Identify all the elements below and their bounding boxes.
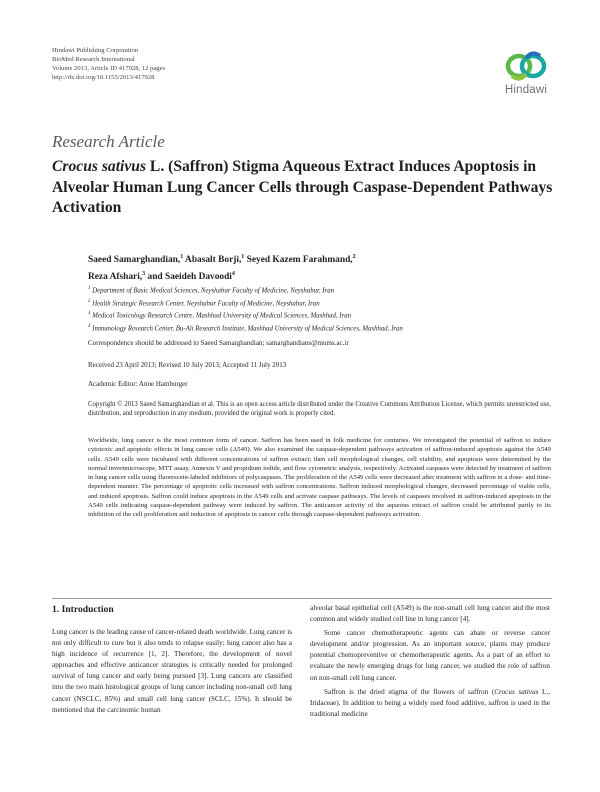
affiliation-text: Immunology Research Center, Bu-Ali Research Institute, Mashhad University of Medical Sciences, Mashhad, Iran [90, 324, 403, 332]
copyright-notice: Copyright © 2013 Saeed Samarghandian et al. This is an open access article distributed under the Creative Commons Attribution License, which permits unrestricted use, distribution, and reproduction in any medium, provided the original work is properly cited. [88, 401, 551, 418]
paragraph-text: Saffron is the dried stigma of the flowers of saffron ( [324, 687, 495, 696]
article-type: Research Article [52, 132, 165, 151]
journal-name: BioMed Research International [52, 56, 135, 63]
doi-link[interactable]: http://dx.doi.org/10.1155/2013/417928 [52, 74, 155, 81]
abstract: Worldwide, lung cancer is the most common form of cancer. Saffron has been used in folk medicine for centuries. We investigated the potential of saffron to induce cytotoxic and apoptotic effects in lung cancer cells (A549). We also examined the caspase-dependent pathways activation of saffron-induced apoptosis against the A549 cells. A549 cells were incubated with different concentrations of saffron extract; then cell morphological changes, cell viability, and apoptosis were determined by the normal invertmicroscope, MTT assay, Annexin V and propidium iodide, and flow cytometric analysis, respectively. Activated caspases were detected by treatment of saffron in lung cancer cells using fluorescein-labeled inhibitors of polycaspases. The proliferation of the A549 cells were decreased after treatment with saffron in a dose- and time-dependent manner. The percentage of apoptotic cells increased with saffron concentrations. Saffron induced morphological changes, decreased percentage of viable cells, and induced apoptosis. Saffron could induce apoptosis in the A549 cells and activate caspase pathways. The levels of caspases involved in saffron-induced apoptosis in the A549 cells indicating caspase-dependent pathway were induced by saffron. The anticancer activity of the aqueous extract of saffron could be attributed partly to its inhibition of the cell proliferation and induction of apoptosis in cancer cells through caspase-dependent pathways activation. [88, 437, 551, 518]
section-heading: 1. Introduction [52, 604, 114, 615]
body-paragraph: Some cancer chemotherapeutic agents can abate or reverse cancer development and/or progression. As an important source, plants may produce potential chemopreventive or chemotherapeutic agents. As a part of an effort to evaluate the newly emerging drugs for lung cancer, we studied the role of saffron on non-small cell lung cancer. [310, 629, 550, 682]
author-affil-ref: 3 [142, 271, 146, 278]
title-rest: L. (Saffron) Stigma Aqueous Extract Induces Apoptosis in Alveolar Human Lung Cancer Cells through Caspase-Dependent Pathways Activation [52, 158, 553, 216]
author-affil-ref: 1 [241, 254, 245, 260]
affiliation-item [88, 322, 568, 335]
affiliation-item [88, 309, 568, 322]
paper-title [52, 157, 572, 219]
body-paragraph: alveolar basal epithelial cell (A549) is the non-small cell lung cancer and the most common and widely studied cell line in lung cancer [4]. [310, 604, 550, 624]
affiliation-number: 3 [88, 311, 91, 317]
hindawi-logo-icon [504, 46, 548, 84]
article-dates: Received 23 April 2013; Revised 10 July 2013; Accepted 11 July 2013 [88, 361, 287, 369]
volume-info: Volume 2013, Article ID 417928, 12 pages [52, 65, 166, 72]
paragraph-text: L., Iridaceae). In addition to being a widely used food additive, saffron is used in the traditional medicine [310, 687, 550, 718]
affiliation-text: Department of Basic Medical Sciences, Neyshabur Faculty of Medicine, Neyshabur, Iran [90, 287, 334, 295]
section-divider [52, 598, 552, 599]
species-name: Crocus sativus [494, 687, 539, 696]
affiliation-number: 1 [88, 286, 91, 291]
publication-info [52, 46, 165, 82]
hindawi-logo [496, 46, 556, 96]
affiliation-text: Health Strategic Research Center, Neyshabur Faculty of Medicine, Neyshabur, Iran [90, 299, 320, 307]
author-name: Saeed Samarghandian, [88, 255, 181, 266]
affiliation-number: 2 [88, 298, 91, 304]
logo-wordmark: Hindawi [504, 84, 548, 96]
body-column-left [52, 627, 292, 716]
affiliation-list [88, 284, 568, 334]
affiliation-item [88, 284, 568, 297]
academic-editor: Academic Editor: Anne Hamburger [88, 380, 188, 388]
author-affil-ref: 4 [231, 271, 235, 278]
title-species: Crocus sativus [52, 158, 147, 175]
publisher-name: Hindawi Publishing Corporation [52, 47, 139, 54]
author-name: and Saeideh Davoodi [145, 272, 232, 283]
author-affil-ref: 1 [180, 254, 184, 260]
affiliation-text: Medical Toxicology Research Centre, Mashhad University of Medical Sciences, Mashhad, Iran [90, 312, 351, 320]
body-paragraph: Lung cancer is the leading cause of cancer-related death worldwide. Lung cancer is not only difficult to cure but it also tends to relapse easily; lung cancer also has a high incidence of recurrence [1, 2]. Therefore, the development of novel approaches and effective anticancer strategies is critically needed for prolonged survival of lung cancer and early being pursued [3]. Lung cancers are classified into the two main histological groups of lung cancer including non-small cell lung cancer (NSCLC, 85%) and small cell lung cancer (SCLC, 15%). It should be mentioned that the carcinomic human [52, 628, 292, 714]
author-list [88, 250, 558, 284]
author-name: Reza Afshari, [88, 272, 143, 283]
correspondence-note: Correspondence should be addressed to Saeed Samarghandian; samarghandians@mums.ac.ir [88, 339, 349, 347]
body-paragraph [310, 687, 550, 720]
author-affil-ref: 2 [352, 254, 356, 260]
author-name: Seyed Kazem Farahmand, [244, 255, 353, 266]
body-column-right [310, 603, 550, 720]
author-name: Abasalt Borji, [183, 255, 242, 266]
affiliation-number: 4 [88, 323, 91, 329]
affiliation-item [88, 297, 568, 310]
